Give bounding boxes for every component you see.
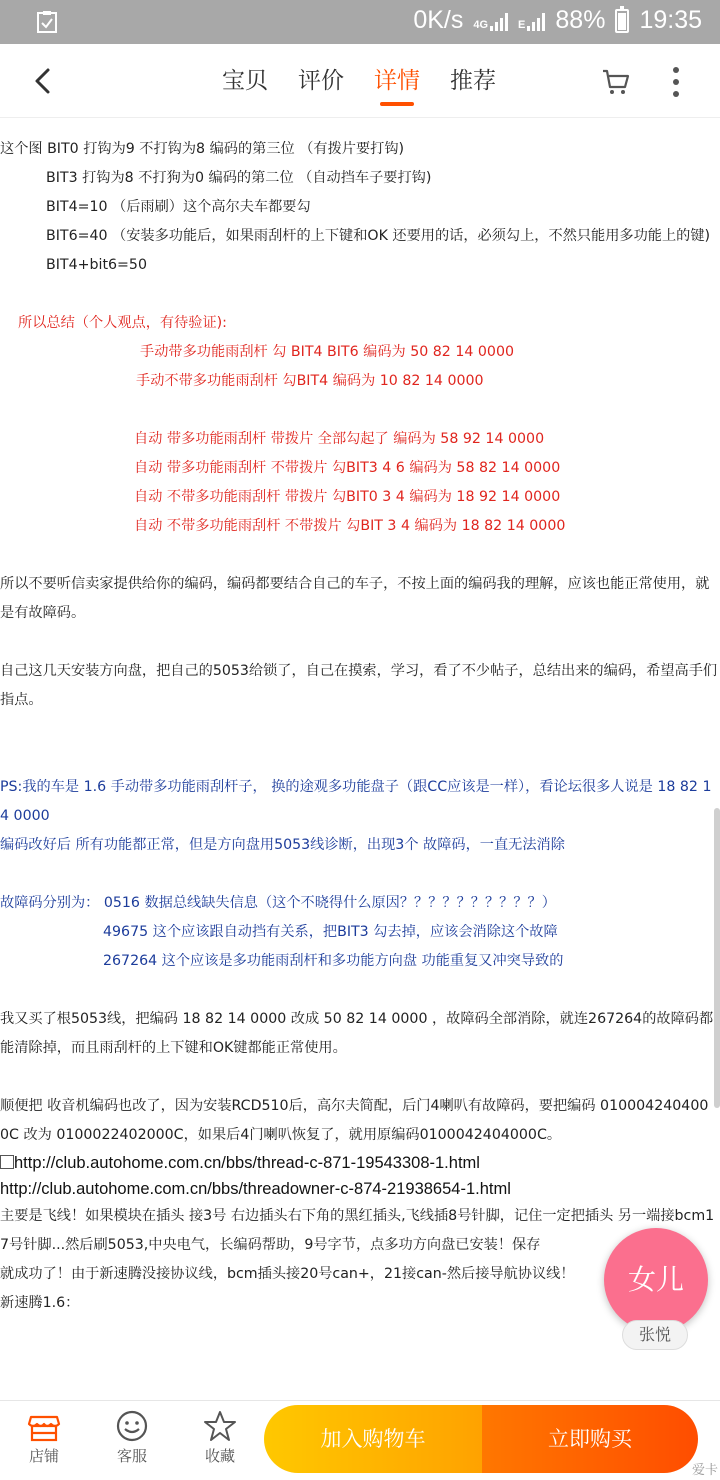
- paragraph: 所以不要听信卖家提供给你的编码，编码都要结合自己的车子，不按上面的编码我的理解，应该也能正常使用，就是有故障码。: [0, 576, 710, 621]
- back-arrow-icon[interactable]: [30, 66, 58, 96]
- text-line: BIT4=10 （后雨刷）这个高尔夫车都要勾: [46, 199, 311, 215]
- paragraph: 新速腾1.6：: [0, 1295, 80, 1311]
- watermark: 爱卡: [691, 1463, 718, 1478]
- detail-content: [0, 118, 720, 1400]
- service-icon: [115, 1409, 149, 1443]
- network-type-label-2: E: [518, 18, 526, 31]
- summary-line: 自动 带多功能雨刮杆 不带拨片 勾BIT3 4 6 编码为 58 82 14 0000: [134, 460, 561, 476]
- tab-bar: [222, 62, 496, 106]
- cart-icon[interactable]: [602, 68, 630, 96]
- battery-percent: 88%: [555, 6, 606, 34]
- text-line: BIT6=40 （安装多功能后，如果雨刮杆的上下键和OK 还要用的话，必须勾上，不然只能用多功能上的键): [46, 228, 711, 244]
- network-type-label: 4G: [473, 18, 489, 31]
- more-options-icon[interactable]: [668, 66, 684, 98]
- link-url[interactable]: http://club.autohome.com.cn/bbs/threadowner-c-874-21938654-1.html: [0, 1180, 511, 1198]
- paragraph: 自己这几天安装方向盘，把自己的5053给锁了，自己在摸索，学习，看了不少帖子，总结出来的编码，希望高手们指点。: [0, 663, 718, 708]
- summary-line: 自动 带多功能雨刮杆 带拨片 全部勾起了 编码为 58 92 14 0000: [134, 431, 545, 447]
- summary-line: 自动 不带多功能雨刮杆 带拨片 勾BIT0 3 4 编码为 18 92 14 0000: [134, 489, 561, 505]
- network-speed: 0K/s: [413, 6, 464, 34]
- shop-icon: [27, 1409, 61, 1443]
- signal-icon: [490, 11, 508, 31]
- paragraph: 我又买了根5053线，把编码 18 82 14 0000 改成 50 82 14 0000 ，故障码全部消除，就连267264的故障码都能清除掉，而且雨刮杆的上下键和OK键都能正常使用。: [0, 1011, 714, 1056]
- fault-line: 49675 这个应该跟自动挡有关系，把BIT3 勾去掉，应该会消除这个故障: [103, 924, 558, 940]
- buy-now-button[interactable]: 立即购买: [482, 1405, 698, 1473]
- tab-recommend[interactable]: 推荐: [450, 68, 496, 94]
- link-text[interactable]: http://club.autohome.com.cn/bbs/thread-c-871-19543308-1.html: [14, 1154, 480, 1172]
- tab-item[interactable]: 宝贝: [222, 68, 268, 94]
- top-nav: [0, 44, 720, 118]
- summary-line: 自动 不带多功能雨刮杆 不带拨片 勾BIT 3 4 编码为 18 82 14 0000: [134, 518, 566, 534]
- paragraph: 主要是飞线！如果模块在插头 接3号 右边插头右下角的黑红插头,飞线插8号针脚，记住一定把插头 另一端接bcm17号针脚...然后刷5053,中央电气，长编码帮助，9号字节，点多功方向盘已安装！保存: [0, 1208, 715, 1253]
- tab-reviews[interactable]: 评价: [298, 68, 344, 94]
- favorite-label: 收藏: [204, 1447, 235, 1465]
- service-button[interactable]: [102, 1409, 162, 1466]
- status-bar: [0, 0, 720, 44]
- fault-title: 故障码分别为： 0516 数据总线缺失信息（这个不晓得什么原因？？？？？？？？？？）: [0, 895, 556, 911]
- ps-paragraph: 编码改好后 所有功能都正常，但是方向盘用5053线诊断，出现3个 故障码，一直无法消除: [0, 837, 565, 853]
- clock: 19:35: [639, 6, 702, 34]
- floating-avatar[interactable]: 女儿: [604, 1228, 708, 1332]
- paragraph: 就成功了！由于新速腾没接协议线，bcm插头接20号can+，21接can-然后接导航协议线！: [0, 1266, 575, 1282]
- text-line: BIT3 打钩为8 不打狗为0 编码的第二位 （自动挡车子要打钩): [46, 170, 432, 186]
- service-label: 客服: [116, 1447, 147, 1465]
- tab-details[interactable]: 详情: [374, 62, 420, 106]
- notification-icon: [36, 10, 58, 34]
- bottom-bar: [0, 1400, 720, 1480]
- add-to-cart-button[interactable]: 加入购物车: [264, 1405, 482, 1473]
- paragraph: 顺便把 收音机编码也改了，因为安装RCD510后，高尔夫简配，后门4喇叭有故障码，要把编码 010004240400 0C 改为 0100022402000C，如果后4门喇叭恢复了，就用原编码0100042404000C。: [0, 1098, 709, 1143]
- ps-paragraph: PS:我的车是 1.6 手动带多功能雨刮杆子， 换的途观多功能盘子（跟CC应该是一样），看论坛很多人说是 18 82 14 0000: [0, 779, 712, 824]
- link-url[interactable]: [0, 1150, 720, 1176]
- text-line: BIT4+bit6=50: [46, 257, 147, 273]
- floating-avatar-name: 张悦: [622, 1320, 688, 1350]
- text-line: 这个图 BIT0 打钩为9 不打钩为8 编码的第三位 （有拨片要打钩): [0, 141, 405, 157]
- favorite-button[interactable]: [190, 1409, 250, 1466]
- battery-icon: [615, 9, 629, 33]
- shop-label: 店铺: [28, 1447, 59, 1465]
- summary-line: 手动不带多功能雨刮杆 勾BIT4 编码为 10 82 14 0000: [136, 373, 484, 389]
- signal-icon-2: [527, 11, 545, 31]
- broken-image-icon: [0, 1155, 14, 1169]
- scrollbar[interactable]: [714, 808, 720, 1108]
- shop-button[interactable]: [14, 1409, 74, 1466]
- fault-line: 267264 这个应该是多功能雨刮杆和多功能方向盘 功能重复又冲突导致的: [103, 953, 564, 969]
- summary-line: 手动带多功能雨刮杆 勾 BIT4 BIT6 编码为 50 82 14 0000: [140, 344, 515, 360]
- star-icon: [203, 1409, 237, 1443]
- summary-title: 所以总结（个人观点，有待验证):: [18, 315, 227, 331]
